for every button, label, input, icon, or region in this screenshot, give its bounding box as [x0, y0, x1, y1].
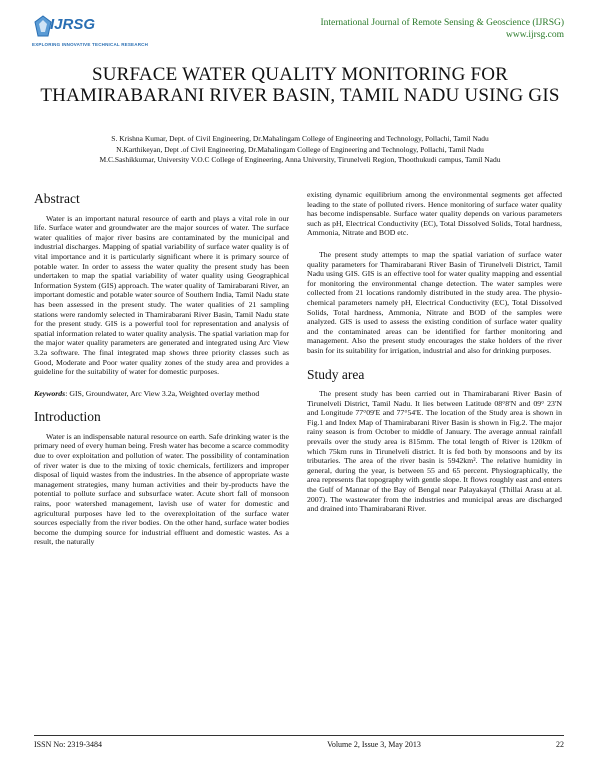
left-column	[34, 190, 289, 555]
author-3: M.C.Sashikkumar, University V.O.C College of Engineering, Anna University, Tirunelveli Region, Thoothukudi campus, Tamil Nadu	[99, 155, 501, 164]
keywords-label: Keywords	[34, 388, 66, 398]
journal-name: International Journal of Remote Sensing & Geoscience (IJRSG)	[320, 18, 564, 28]
issn: ISSN No: 2319-3484	[34, 740, 103, 749]
abstract-heading: Abstract	[34, 191, 80, 206]
right-column	[307, 190, 562, 522]
logo-tagline: EXPLORING INNOVATIVE TECHNICAL RESEARCH	[32, 42, 149, 47]
journal-header	[320, 17, 564, 41]
keywords-text: : GIS, Groundwater, Arc View 3.2a, Weighted overlay method	[65, 388, 260, 398]
logo-text: IJRSG	[50, 16, 96, 33]
journal-url[interactable]: www.ijrsg.com	[506, 30, 564, 40]
paper-title: SURFACE WATER QUALITY MONITORING FOR THAMIRABARANI RIVER BASIN, TAMIL NADU USING GIS	[40, 64, 560, 106]
journal-logo	[32, 14, 149, 54]
abstract-text: Water is an important natural resource of earth and plays a vital role in our life. Surface water and groundwater are the major sources of water. The surface water qualities of major river basins are contaminated by the municipal and industrial discharges. Mapping of spatial variability of surface water quality is of vital importance and it is particularly significant where it is primary source of potable water. In order to assess the water quality the present study has been undertaken to map the spatial variability of water quality using Geographical Information System (GIS) approach. The water quality of Tamirabarani River, an important domestic and potable water source of Southern India, Tamil Nadu state has been assessed in the present study. The water qualities of 21 sampling stations were randomly selected in Thamirabarani River Basin, Tamil Nadu state for the present study. GIS is a powerful tool for representation and analysis of spatial information related to water quality analysis. The spatial variation map for the major water quality parameters are generated and integrated using Arc View 3.2a software. The final integrated map shows three priority classes such as Good, Moderate and Poor water quality zones of the study area and provides a guideline for the suitability of water for domestic purposes.	[34, 213, 289, 377]
introduction-text: Water is an indispensable natural resource on earth. Safe drinking water is the primary need of every human being. Fresh water has become a scarce commodity due to over exploitation and pollution of water. The possibility of contamination of river water is due to the mixing of toxic chemicals, fertilizers and improper disposal of liquid wastes from the industries. In the absence of appropriate waste management strategies, many human activities and their by-products have the potential to pollute surface and subsurface water. Acute short fall of monsoon rains, poor watershed management, lavish use of water for domestic and agricultural purposes have led to the overexploitation of the surface water sources especially from the river bodies. On the other hand, surface water bodies become the dumping source for industrial effluent and domestic wastes. As a result, the naturally	[34, 431, 289, 547]
volume-issue: Volume 2, Issue 3, May 2013	[327, 740, 421, 749]
page-footer	[34, 735, 564, 749]
introduction-heading: Introduction	[34, 409, 101, 425]
study-area-heading: Study area	[307, 366, 365, 382]
page-number: 22	[556, 740, 564, 749]
author-list	[40, 134, 560, 166]
keywords	[34, 389, 289, 399]
study-area-text: The present study has been carried out in Thamirabarani River Basin of Tirunelveli District, Tamil Nadu. It lies between Latitude 08°8'N and 09° 23'N and Longitude 77°09'E and 77°54'E. The location of the Study area is shown in Fig.1 and Index Map of Thamirabarani River Basin is shown in Fig.2. The major rainy season is from October to middle of January. The average annual rainfall prevails over the study area is 815mm. The total length of River is 120km of which 75km runs in Tirunelveli district. It is fed both by monsoons and by its tributaries. The area of the river basin is 5942km². The relative humidity in general, during the year, is between 55 and 65 percent. Physiographically, the area represents flat topography with gentle slope. It flows roughly east and enters the Gulf of Mannar of the Bay of Bengal near Palayakayal (Thillai Arasu at al. 2007). The wastewater from the industries and municipal areas are discharged and drained into Thamirabarani River.	[307, 389, 562, 514]
author-2: N.Karthikeyan, Dept .of Civil Engineering, Dr.Mahalingam College of Engineering and Technology, Pollachi, Tamil Nadu	[116, 144, 484, 154]
intro-continued: existing dynamic equilibrium among the environmental segments get affected leading to the state of polluted rivers. Hence monitoring of surface water quality has become indispensable. Surface water quality depends on various parameters such as pH, Electrical Conductivity (EC), Total Dissolved Solids, Total hardness, Ammonia, Nitrate and BOD etc.	[307, 190, 562, 238]
author-1: S. Krishna Kumar, Dept. of Civil Engineering, Dr.Mahalingam College of Engineering and Technology, Pollachi, Tamil Nadu	[111, 134, 489, 143]
present-study-text: The present study attempts to map the spatial variation of surface water quality parameters for Thamirabarani River Basin of Tirunelveli District, Tamil Nadu using GIS. GIS is an effective tool for water quality mapping and essential for monitoring the environmental change detection. The water samples were collected from 21 locations randomly distributed in the study area. The physio-chemical parameters namely pH, Electrical Conductivity (EC), Total Dissolved Solids, Total hardness, Ammonia, Nitrate and BOD of the samples were analyzed. GIS is used to assess the existing condition of surface water quality and the contaminated areas can be identified for farther monitoring and management. Also the present study encourages the stake holders of the river basin for its suitability for irrigation, industrial and also for drinking purposes.	[307, 249, 562, 355]
